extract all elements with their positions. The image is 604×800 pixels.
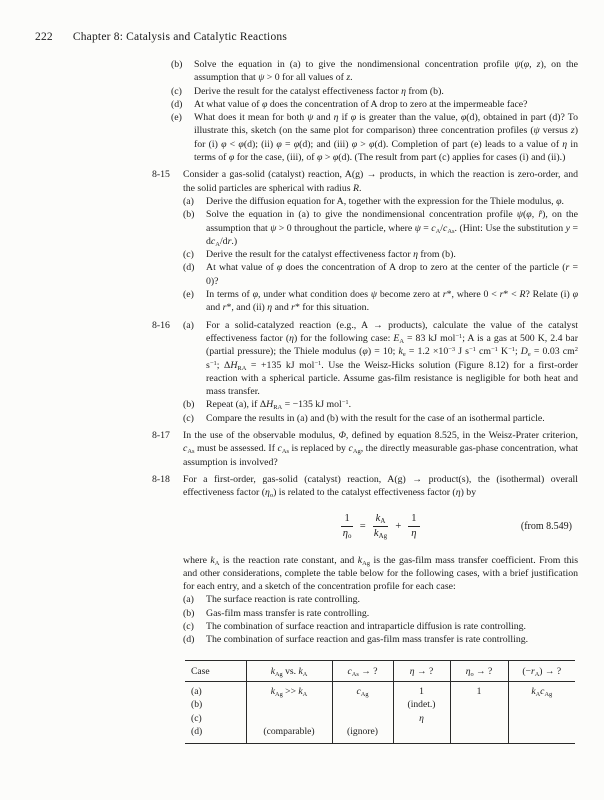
table-cell	[508, 712, 575, 726]
item-label: (b)	[171, 59, 183, 70]
item-text: Solve the equation in (a) to give the nondimensional concentration profile ψ(φ, r̂), on the assumption that ψ > 0 throughout the particle, where $\psi = c_A/c_{As}$. (Hint: Use the substitution $y = dc_A/dr$.)	[206, 209, 578, 248]
item-label: (c)	[183, 620, 194, 632]
denominator: $\eta_o$	[342, 528, 352, 540]
item-text: Derive the result for the catalyst effectiveness factor η from (b).	[206, 249, 456, 261]
table-cell: (b)	[191, 699, 203, 711]
list-item	[183, 288, 578, 315]
problem-body	[183, 319, 578, 425]
table-row-b	[185, 698, 575, 712]
table-cell: 1	[393, 681, 450, 698]
plus-sign: +	[395, 520, 402, 532]
list-item	[183, 208, 578, 248]
problem-body	[183, 473, 578, 647]
item-label: (b)	[183, 209, 195, 221]
fraction	[373, 513, 389, 540]
item-text: Compare the results in (a) and (b) with the result for the case of an isothermal particle.	[206, 412, 545, 424]
table-header-case: Case	[185, 660, 246, 681]
item-label: (c)	[183, 412, 194, 424]
table-cell: (comparable)	[246, 725, 332, 743]
list-item	[183, 319, 578, 399]
item-label: (b)	[183, 607, 195, 619]
item-label: (d)	[183, 634, 195, 646]
table-row-d	[185, 725, 575, 743]
equation-source: (from 8.549)	[520, 520, 572, 532]
table-header-rate: $(-r_A)$ → ?	[508, 660, 575, 681]
table-cell: $c_{Ag}$	[332, 681, 393, 698]
list-item	[183, 261, 578, 288]
problem-8-16	[152, 319, 578, 425]
table-cell: (ignore)	[332, 725, 393, 743]
list-item	[171, 85, 578, 98]
page-number: 222	[35, 31, 53, 43]
problem-intro: In the use of the observable modulus, Φ, defined by equation 8.525, in the Weisz-Prater criterion, $c_{As}$ must be assessed. If $c_{As}$ is replaced by $c_{Ag}$, the directly measurable gas-phase concentration, what assumption is involved?	[183, 430, 579, 468]
table-cell	[450, 725, 508, 743]
problem-number: 8-15	[152, 169, 170, 181]
exercise-table	[185, 660, 575, 744]
table-header-row	[185, 660, 575, 681]
numerator: 1	[341, 513, 352, 527]
problem-number: 8-17	[152, 430, 170, 442]
list-item	[183, 607, 578, 620]
item-text: The surface reaction is rate controlling.	[206, 594, 360, 606]
problem-8-15	[152, 168, 578, 314]
table-header-eta-o: $\eta_o$ → ?	[450, 660, 508, 681]
list-item	[183, 593, 578, 606]
item-text: Derive the diffusion equation for A, together with the expression for the Thiele modulus, φ.	[206, 195, 564, 207]
table-row-c	[185, 712, 575, 726]
table-header-cas: $c_{As}$ → ?	[332, 660, 393, 681]
table-header-kag-vs-ka: $k_{Ag}$ vs. $k_A$	[246, 660, 332, 681]
list-item	[183, 633, 578, 646]
table-cell: (d)	[191, 726, 203, 738]
list-item	[171, 58, 578, 85]
item-text: What does it mean for both ψ and η if φ is greater than the value, φ(d), obtained in part (d)? To illustrate this, sketch (on the same plot for comparison) three concentration profiles (ψ versus z) for (i) φ < φ(d); (ii) φ = φ(d); and (iii) φ > φ(d). Completion of part (e) leads to a value of η in terms of φ for the case, (iii), of φ > φ(d). (The result from part (c) applies for cases (i) and (ii).)	[194, 112, 578, 164]
problem-number: 8-18	[152, 473, 170, 485]
item-label: (e)	[183, 289, 194, 301]
table-cell	[332, 712, 393, 726]
denominator: η	[411, 528, 417, 539]
problem-8-18	[152, 473, 578, 647]
table-cell: 1	[450, 681, 508, 698]
list-item	[171, 98, 578, 111]
list-item	[171, 111, 578, 164]
chapter-title: Chapter 8: Catalysis and Catalytic Reactions	[72, 31, 288, 43]
item-label: (a)	[183, 594, 194, 606]
problem-8-14-items	[171, 58, 578, 164]
table-cell: (c)	[191, 712, 202, 724]
table-cell: (a)	[191, 685, 202, 697]
item-label: (c)	[183, 249, 194, 261]
table-cell: η	[393, 712, 450, 726]
problem-intro: For a first-order, gas-solid (catalyst) reaction, A(g) → product(s), the (isothermal) overall effectiveness factor $(\eta_o)$ is related to the catalyst effectiveness factor (η) by	[183, 473, 578, 499]
list-item	[183, 412, 578, 425]
table-cell	[450, 712, 508, 726]
table-header-eta: η → ?	[393, 660, 450, 681]
item-label: (d)	[183, 262, 195, 274]
list-item	[183, 398, 578, 411]
item-label: (c)	[171, 85, 182, 97]
item-text: The combination of surface reaction and intraparticle diffusion is rate controlling.	[206, 620, 527, 632]
table-cell	[246, 712, 332, 726]
table-cell	[332, 698, 393, 712]
item-label: (a)	[183, 195, 194, 207]
numerator: $k_A$	[373, 513, 389, 527]
equation	[183, 509, 578, 545]
item-text: Repeat (a), if $\Delta H_{RA} = -135$ kJ mol$^{-1}$.	[206, 399, 352, 412]
equation-8-549	[183, 509, 578, 545]
table-cell: (indet.)	[393, 698, 450, 712]
problem-text: where $k_A$ is the reaction rate constant, and $k_{Ag}$ is the gas-film mass transfer coefficient. From this and other considerations, complete the table below for the following cases, with a brief justification for each entry, and a sketch of the concentration profile for each case:	[183, 554, 579, 593]
item-label: (a)	[183, 319, 194, 331]
table-cell	[508, 698, 575, 712]
page-content	[152, 58, 578, 744]
item-label: (b)	[183, 399, 195, 411]
item-label: (d)	[171, 98, 183, 110]
table-cell: $k_{Ag} >> k_A$	[246, 681, 332, 698]
problem-body	[183, 429, 578, 469]
item-text: Gas-film mass transfer is rate controlling.	[206, 607, 370, 619]
item-text: Solve the equation in (a) to give the nondimensional concentration profile ψ(φ, z), on the assumption that ψ > 0 for all values of z.	[194, 59, 578, 84]
problem-number: 8-16	[152, 319, 170, 331]
list-item	[183, 195, 578, 208]
running-head	[35, 31, 287, 43]
equals-sign: =	[359, 520, 366, 532]
item-text: In terms of φ, under what condition does ψ become zero at r*, where 0 < r* < R? Relate (i) φ and r*, and (ii) η and r* for this situation.	[206, 289, 579, 314]
numerator: 1	[408, 513, 419, 527]
table-cell	[508, 725, 575, 743]
fraction	[408, 513, 419, 540]
table-cell	[246, 698, 332, 712]
fraction	[341, 513, 352, 540]
problem-8-17	[152, 429, 578, 469]
problem-intro: Consider a gas-solid (catalyst) reaction, A(g) → products, in which the reaction is zero-order, and the solid particles are spherical with radius R.	[183, 169, 578, 194]
item-text: For a solid-catalyzed reaction (e.g., A → products), calculate the value of the catalyst effectiveness factor (η) for the following case: $E_A = 83$ kJ mol$^{-1}$; A is a gas at 500 K, 2.4 bar (partial pressure); the Thiele modulus (φ) = 10; $k_e = 1.2 \times 10^{-3}$ J $s^{-1}$ $cm^{-1}$ $K^{-1}$; $D_e = 0.03$ $cm^2$ $s^{-1}$; $\Delta H_{RA} = +135$ kJ mol$^{-1}$. Use the Weisz-Hicks solution (Figure 8.12) for a first-order reaction with a spherical particle. Assume gas-film resistance is negligible for both heat and mass transfer.	[206, 319, 579, 398]
table-cell	[450, 698, 508, 712]
list-item	[183, 248, 578, 261]
item-text: At what value of φ does the concentration of A drop to zero at the impermeable face?	[194, 98, 528, 110]
table-cell: $k_Ac_{Ag}$	[508, 681, 575, 698]
list-item	[183, 620, 578, 633]
table-row-a	[185, 681, 575, 698]
item-text: Derive the result for the catalyst effectiveness factor η from (b).	[194, 85, 444, 97]
table-cell	[393, 725, 450, 743]
exercise-table-wrapper	[185, 660, 578, 744]
item-text: At what value of φ does the concentration of A drop to zero at the center of the particle (r = 0)?	[206, 262, 578, 287]
denominator: $k_{Ag}$	[373, 528, 388, 540]
item-text: The combination of surface reaction and gas-film mass transfer is rate controlling.	[206, 634, 529, 646]
item-label: (e)	[171, 112, 182, 124]
problem-body	[183, 168, 578, 314]
